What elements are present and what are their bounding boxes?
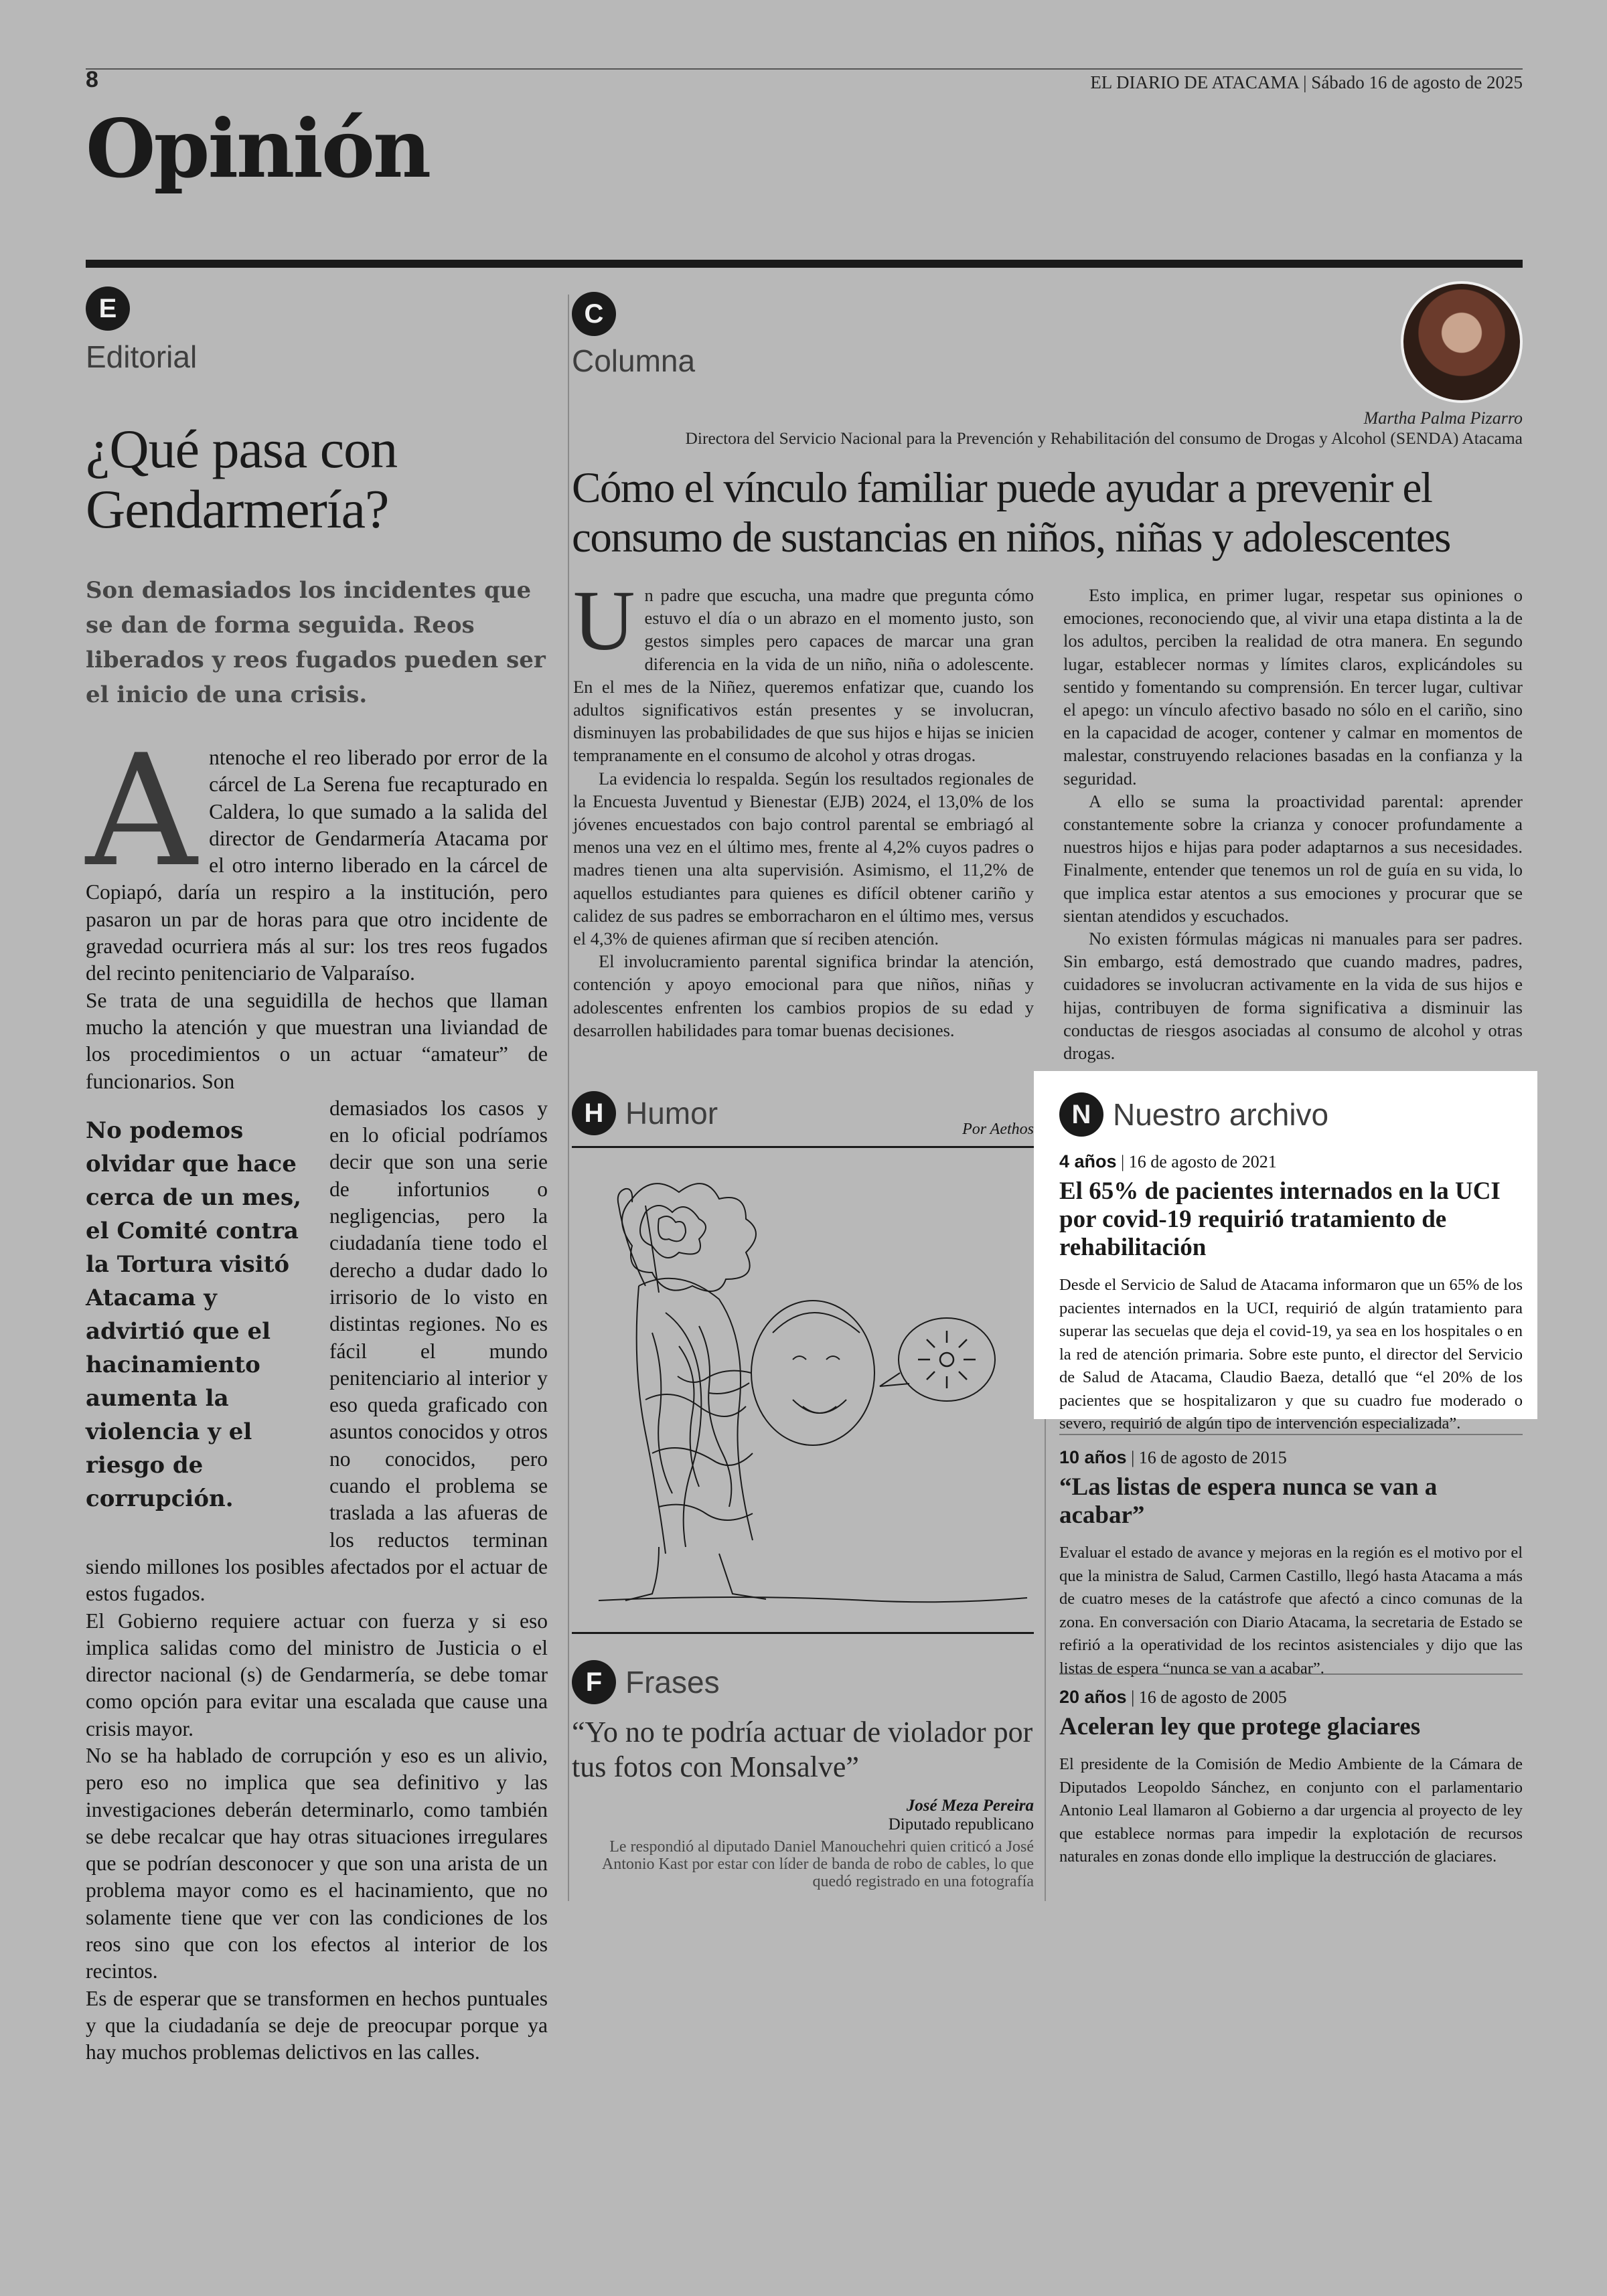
column-header [572, 292, 695, 379]
archive-title: Aceleran ley que protege glaciares [1059, 1713, 1421, 1740]
archive-date: 4 años | 16 de agosto de 2021 [1059, 1151, 1277, 1171]
column-paragraph: Esto implica, en primer lugar, respetar sus opiniones o emociones, reconociendo que, al vivir una etapa distinta a la de los adultos, perciben la realidad de otra manera. En segundo lugar, establecer normas y límites claros, explicándoles su sentido y fomentando su comprensión. En tercer lugar, cultivar el apego: un vínculo afectivo basado no sólo en el cariño, sino en la capacidad de acoger, contener y calmar en momentos de malestar, construyendo relaciones basadas en la confianza y la seguridad. [1063, 585, 1523, 789]
page-number: 8 [86, 67, 98, 92]
column-paragraph: La evidencia lo respalda. Según los resultados regionales de la Encuesta Juventud y Bienestar (EJB) 2024, el 13,0% de los jóvenes encuestados con bajo control parental se embriagó al menos una vez en el último mes, frente al 4,2% cuyos padres o madres tienen una alta supervisión. Asimismo, el 11,2% de aquellos estudiantes para quienes es difícil obtener cariño y calidez de sus padres se emborracharon en el último mes, versus el 4,3% de quienes afirman que sí reciben atención. [573, 768, 1034, 949]
archive-title: El 65% de pacientes internados en la UCI por covid-19 requirió tratamiento de rehabilitación [1059, 1177, 1501, 1261]
archive-header [1059, 1092, 1523, 1137]
archive-title: “Las listas de espera nunca se van a acabar” [1059, 1473, 1438, 1529]
editorial-paragraph: No se ha hablado de corrupción y eso es un alivio, pero eso no implica que sea definitivo y las investigaciones deberán determinarlo, como también se debe recalcar que hay otras situaciones irregulares que se podrían desconocer y que son una arista de un problema mayor como es el hacinamiento, que no solamente tiene que ver con las condiciones de los reos sino que con los efectos al interior de los recintos. [86, 1743, 548, 1983]
humor-kicker: Humor [625, 1096, 718, 1131]
frases-kicker: Frases [625, 1665, 720, 1700]
frases-badge: F [572, 1660, 616, 1704]
column-paragraph: No existen fórmulas mágicas ni manuales para ser padres. Sin embargo, está demostrado que cuando madres, padres, cuidadores se involucran activamente en la vida de sus hijos e hijas, contribuyen de forma significativa a disminuir las conductas de riesgos asociadas al consumo de alcohol y otras drogas. [1063, 928, 1523, 1064]
column-headline: Cómo el vínculo familiar puede ayudar a prevenir el consumo de sustancias en niños, niñas y adolescentes [572, 464, 1450, 562]
editorial-headline: ¿Qué pasa con Gendarmería? [86, 418, 398, 540]
editorial-paragraph: El Gobierno requiere actuar con fuerza y si eso implica salidas como del ministro de Justicia o el director nacional (s) de Gendarmería, se debe tomar como opción para evitar una escalada que cause una crisis mayor. [86, 1609, 548, 1740]
archive-text: Desde el Servicio de Salud de Atacama informaron que un 65% de los pacientes internados en la UCI, requirió de algún tratamiento para superar las secuelas que deja el covid-19, ya sea en los hospitales o en la red de atención primaria. Sobre este punto, el director del Servicio de Salud de Atacama, Claudio Baeza, detalló que “el 20% de los pacientes que se hospitalizaron y que su cuadro fue moderado o severo, requirió de algún tipo de intervención especializada”. [1059, 1276, 1523, 1432]
editorial-paragraph: Es de esperar que se transformen en hechos puntuales y que la ciudadanía se deje de preocupar porque ya hay muchos problemas delictivos en las calles. [86, 1986, 548, 2064]
humor-badge: H [572, 1091, 616, 1135]
column-paragraph: El involucramiento parental significa brindar la atención, contención y apoyo emocional para que niños, niñas y adolescentes enfrenten los cambios propios de su edad y desarrollen habilidades para tomar buenas decisiones. [573, 951, 1034, 1040]
column-body-left [573, 573, 1034, 1042]
header-rule [86, 68, 1523, 70]
archive-badge: N [1059, 1092, 1103, 1137]
issue-line: EL DIARIO DE ATACAMA | Sábado 16 de agosto de 2025 [1090, 72, 1523, 92]
column-badge: C [572, 292, 616, 336]
archive-item [1059, 1434, 1523, 1680]
archive-text: Evaluar el estado de avance y mejoras en la región es el motivo por el que la ministra de Salud, Carmen Castillo, llegó hasta Atacama a más de cuatro meses de la catástrofe que afectó a cinco comunas de la zona. En conversación con Diario Atacama, la secretaria de Estado se refirió a la operatividad de los recintos asistenciales y dijo que las listas de espera “nunca se van a acabar”. [1059, 1544, 1523, 1677]
humor-section [572, 1091, 1034, 1634]
frases-context: Le respondió al diputado Daniel Manouchehri quien criticó a José Antonio Kast por estar con líder de banda de robo de cables, lo que quedó registrado en una fotografía [601, 1838, 1034, 1890]
editorial-body [86, 722, 548, 2066]
archive-date: 10 años | 16 de agosto de 2015 [1059, 1447, 1287, 1467]
cartoon-credit: Por Aethos [962, 1121, 1034, 1138]
editorial-paragraph: Se trata de una seguidilla de hechos que llaman mucho la atención y que muestran una liviandad de los procedimientos o un actuar “amateur” de funcionarios. Son [86, 988, 548, 1093]
author-name: Martha Palma Pizarro [1363, 408, 1523, 428]
frases-section [572, 1660, 1034, 1890]
cartoon-illustration [572, 1159, 1034, 1614]
editorial-section [86, 286, 548, 2066]
editorial-deck: Son demasiados los incidentes que se dan de forma seguida. Reos liberados y reos fugados pueden ser el inicio de una crisis. [86, 577, 546, 708]
editorial-paragraph: demasiados los casos y en lo oficial podríamos decir que son una serie de infortunios o negligencias, pero la ciudadanía tiene todo el derecho a dudar dado lo irrisorio de lo visto en distintas regiones. No es fácil el mundo penitenciario al interior y eso queda graficado con asuntos conocidos y otros no conocidos, pero cuando el problema se traslada a las afueras de los reductos terminan siendo millones los posibles afectados por el actuar de estos fugados. [86, 1096, 548, 1606]
archive-date: 20 años | 16 de agosto de 2005 [1059, 1687, 1287, 1707]
editorial-paragraph: Antenoche el reo liberado por error de la cárcel de La Serena fue recapturado en Caldera, lo que sumado a la salida del director de Gendarmería Atacama por el otro interno liberado en la cárcel de Copiapó, daría un respiro a la institución, pero pasaron un par de horas para que otro incidente de gravedad ocurriera más al sur: los tres reos fugados del recinto penitenciario de Valparaíso. [86, 722, 548, 985]
section-title: Opinión [86, 102, 430, 196]
archive-item [1059, 1092, 1523, 1436]
drop-cap: A [86, 722, 198, 901]
archive-text: El presidente de la Comisión de Medio Ambiente de la Cámara de Diputados Leopoldo Sánchez, en conjunto con el parlamentario Antonio Leal llamaron al Gobierno a dar urgencia al proyecto de ley que establece normas para impedir la explotación de recursos naturales en zonas donde ello implique la destrucción de glaciares. [1059, 1755, 1523, 1866]
column-kicker: Columna [572, 343, 696, 378]
frases-header [572, 1660, 1034, 1704]
frases-quote: “Yo no te podría actuar de violador por tus fotos con Monsalve” [572, 1716, 1033, 1783]
humor-rule [572, 1632, 1034, 1634]
column-body-right [1063, 584, 1523, 1064]
humor-rule [572, 1146, 1034, 1148]
editorial-badge: E [86, 286, 130, 331]
section-divider [86, 260, 1523, 268]
editorial-kicker: Editorial [86, 339, 198, 374]
frases-author-role: Diputado republicano [888, 1815, 1034, 1833]
frases-author: José Meza Pereira [906, 1797, 1034, 1815]
drop-cap: U [573, 573, 635, 668]
column-paragraph: Un padre que escucha, una madre que pregunta cómo estuvo el día o un abrazo en el momento justo, son gestos simples pero capaces de marcar una gran diferencia en la vida de un niño, niña o adolescente. En el mes de la Niñez, queremos enfatizar que, cuando los adultos significativos están presentes y se involucran, disminuyen las probabilidades de que sus hijos e hijas se inicien tempranamente en el consumo de alcohol y otras drogas. [573, 573, 1034, 766]
archive-item [1059, 1673, 1523, 1869]
archive-kicker: Nuestro archivo [1113, 1097, 1329, 1132]
column-paragraph: A ello se suma la proactividad parental: aprender constantemente sobre la crianza y conocer profundamente a nuestros hijos e hijas para poder adaptarnos a sus necesidades. Finalmente, entender que tenemos un rol de guía en su vida, lo que implica estar atentos a sus emociones y procurar que se sientan atendidos y escuchados. [1063, 791, 1523, 926]
author-role: Directora del Servicio Nacional para la Prevención y Rehabilitación del consumo de Drogas y Alcohol (SENDA) Atacama [685, 428, 1523, 448]
pull-quote: No podemos olvidar que hace cerca de un mes, el Comité contra la Tortura visitó Atacama y advirtió que el hacinamiento aumenta la violencia y el riesgo de corrupción. [86, 1117, 301, 1512]
author-photo [1401, 281, 1523, 403]
column-rule [568, 295, 569, 1901]
